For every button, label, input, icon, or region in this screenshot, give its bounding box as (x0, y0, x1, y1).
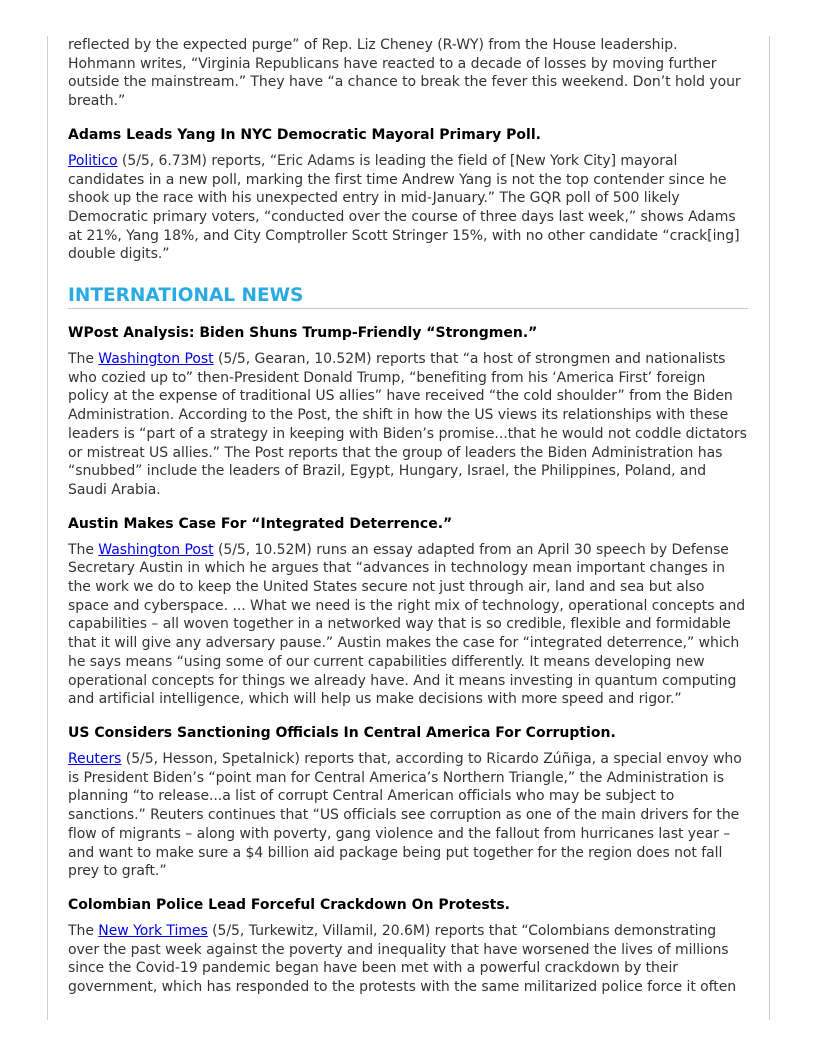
newsletter-page (47, 36, 770, 1020)
article-text: (5/5, Gearan, 10.52M) reports that “a host of strongmen and nationalists who cozied up to” then-President Donald Trump, “benefiting from his ‘America First’ foreign policy at the expense of traditional US allies” have received “the cold shoulder” from the Biden Administration. According to the Post, the shift in how the US views its relationships with these leaders is “part of a strategy in keeping with Biden’s promise...that he would not coddle dictators or mistreat US allies.” The Post reports that the group of leaders the Biden Administration has “snubbed” include the leaders of Brazil, Egypt, Hungary, Israel, the Philippines, Poland, and Saudi Arabia. (68, 351, 747, 498)
article-headline: Adams Leads Yang In NYC Democratic Mayoral Primary Poll. (68, 126, 541, 143)
article-text: (5/5, 10.52M) runs an essay adapted from an April 30 speech by Defense Secretary Austin in which he argues that “advances in technology mean important changes in the work we do to keep the United States secure not just through air, land and sea but also space and cyberspace. ... What we need is the right mix of technology, operational concepts and capabilities – all woven together in a networked way that is so credible, flexible and formidable that it will give any adversary pause.” Austin makes the case for “integrated deterrence,” which he says means “using some of our current capabilities differently. It means developing new operational concepts for things we already have. And it means investing in quantum computing and artificial intelligence, which will help us make decisions with more speed and rigor.” (68, 541, 746, 708)
article-prefix: The (68, 922, 99, 939)
article (68, 126, 748, 264)
source-link[interactable]: Washington Post (98, 351, 214, 368)
article-text: (5/5, 6.73M) reports, “Eric Adams is leading the field of [New York City] mayoral candidates in a new poll, marking the first time Andrew Yang is not the top contender since he shook up the race with his unexpected entry in mid-January.” The GQR poll of 500 likely Democratic primary voters, “conducted over the course of three days last week,” shows Adams at 21%, Yang 18%, and City Comptroller Scott Stringer 15%, with no other candidate “crack[ing] double digits.” (68, 152, 740, 263)
article-prefix: The (68, 541, 99, 558)
article-headline: US Considers Sanctioning Officials In Central America For Corruption. (68, 724, 616, 741)
page-content (68, 36, 748, 997)
article-body (68, 152, 748, 264)
article-text: (5/5, Hesson, Spetalnick) reports that, according to Ricardo Zúñiga, a special envoy who is President Biden’s “point man for Central America’s Northern Triangle,” the Administration is planning “to release...a list of corrupt Central American officials who may be subject to sanctions.” Reuters continues that “US officials see corruption as one of the main drivers for the flow of migrants – along with poverty, gang violence and the fallout from hurricanes last year – and want to make sure a $4 billion aid package being put together for the region does not fall prey to graft.” (68, 750, 742, 880)
section-heading: INTERNATIONAL NEWS (68, 284, 748, 309)
article-headline: Austin Makes Case For “Integrated Deterrence.” (68, 515, 453, 532)
article (68, 724, 748, 881)
source-link[interactable]: Washington Post (98, 541, 214, 558)
source-link[interactable]: Reuters (68, 750, 122, 767)
article-headline: WPost Analysis: Biden Shuns Trump-Friendly “Strongmen.” (68, 325, 538, 342)
article-prefix: The (68, 351, 99, 368)
source-link[interactable]: Politico (68, 152, 118, 169)
article-text: (5/5, Turkewitz, Villamil, 20.6M) reports that “Colombians demonstrating over the past week against the poverty and inequality that have worsened the lives of millions since the Covid-19 pandemic began have been met with a powerful crackdown by their government, which has responded to the protests with the same militarized police force it often (68, 922, 737, 996)
article (68, 515, 748, 709)
article (68, 324, 748, 500)
continuation-paragraph: reflected by the expected purge” of Rep. Liz Cheney (R-WY) from the House leadership. Hohmann writes, “Virginia Republicans have reacted to a decade of losses by moving further outside the mainstream.” They have “a chance to break the fever this weekend. Don’t hold your breath.” (68, 37, 741, 110)
article-body (68, 750, 748, 881)
article-headline: Colombian Police Lead Forceful Crackdown On Protests. (68, 896, 510, 913)
source-link[interactable]: New York Times (98, 922, 208, 939)
article (68, 896, 748, 997)
article-body (68, 350, 748, 500)
article-body (68, 541, 748, 709)
article-body (68, 922, 748, 997)
